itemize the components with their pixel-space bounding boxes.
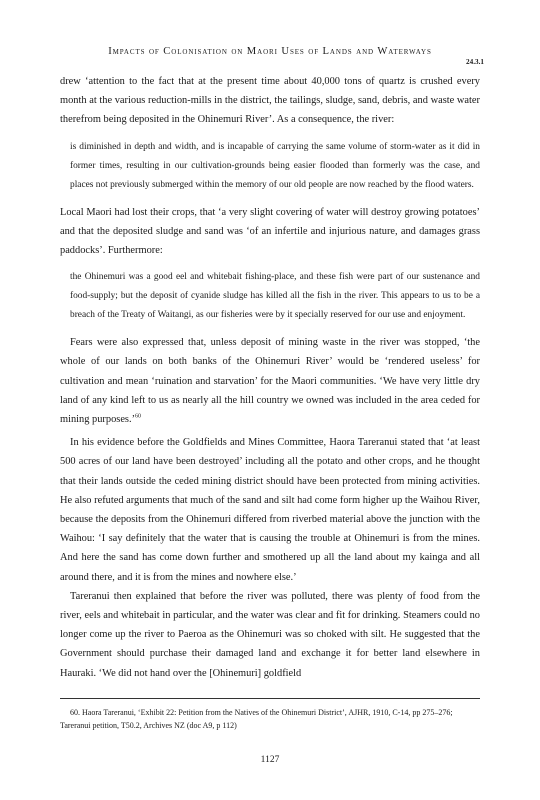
running-head: Impacts of Colonisation on Maori Uses of Lands and Waterways (108, 46, 432, 57)
block-quote-1: is diminished in depth and width, and is incapable of carrying the same volume of storm-water as it did in former times, resulting in our cultivation-grounds being easier flooded than formerly was the case, and places not previously submerged within the memory of our old people are now reached by the flood waters. (70, 141, 480, 190)
paragraph-5: Tareranui then explained that before the river was polluted, there was plenty of food from the river, eels and whitebait in particular, and the water was clear and fit for drinking. Steamers could no longer come up the river to Paeroa as the Ohinemuri was so choked with silt. He suggested that the Government should purchase their damaged land and exchange it for better land elsewhere in Hauraki. ‘We did not hand over the [Ohinemuri] goldfield (60, 590, 480, 679)
footnote-60: 60. Haora Tareranui, ‘Exhibit 22: Petition from the Natives of the Ohinemuri District’, AJHR, 1910, C-14, pp 275–276; Tareranui petition, T50.2, Archives NZ (doc A9, p 112) (60, 708, 453, 730)
paragraph-4: In his evidence before the Goldfields and Mines Committee, Haora Tareranui stated that ‘at least 500 acres of our land have been destroyed’ including all the potato and other crops, and he thought that their lands outside the ceded mining district should have been protected from mining activities. He also refuted arguments that much of the sand and silt had come form higher up the Waihou River, because the deposits from the Ohinemuri differed from riverbed material above the junction with the Waihou: ‘I say definitely that the water that is causing the trouble at Ohinemuri is from the mines. And here the sand has come down further and smothered up all the land about my kainga and all around there, and it is from the mines and nowhere else.’ (60, 437, 480, 583)
document-page (60, 0, 484, 800)
paragraph-2: Local Maori had lost their crops, that ‘a very slight covering of water will destroy growing potatoes’ and that the deposited sludge and sand was ‘of an infertile and injurious nature, and damages grass paddocks’. Furthermore: (60, 206, 480, 257)
block-quote-2: the Ohinemuri was a good eel and whitebait fishing-place, and these fish were part of our sustenance and food-supply; but the deposit of cyanide sludge has killed all the fish in the river. This appears to us to be a breach of the Treaty of Waitangi, as our fisheries were by it specially reserved for our use and enjoyment. (70, 272, 480, 321)
page-number: 1127 (260, 755, 280, 765)
body-text (60, 72, 480, 683)
paragraph-1: drew ‘attention to the fact that at the present time about 40,000 tons of quartz is crushed every month at the various reduction-mills in the district, the tailings, sludge, sand, debris, and waste water therefrom being deposited in the Ohinemuri River’. As a consequence, the river: (60, 76, 480, 126)
footnote-ref-60[interactable]: 60 (135, 413, 142, 420)
paragraph-3-text: Fears were also expressed that, unless deposit of mining waste in the river was stopped, ‘the whole of our lands on both banks of the Ohinemuri River’ would be ‘rendered useless’ for cultivation and mean ‘ruination and starvation’ for the Maori communities. ‘We have very little dry land of any kind left to us as nearly all the hill country we owned was included in the area ceded for mining purposes.’ (60, 337, 480, 426)
paragraph-3 (60, 333, 480, 429)
section-number: 24.3.1 (466, 58, 484, 66)
footnote-rule (60, 698, 480, 699)
